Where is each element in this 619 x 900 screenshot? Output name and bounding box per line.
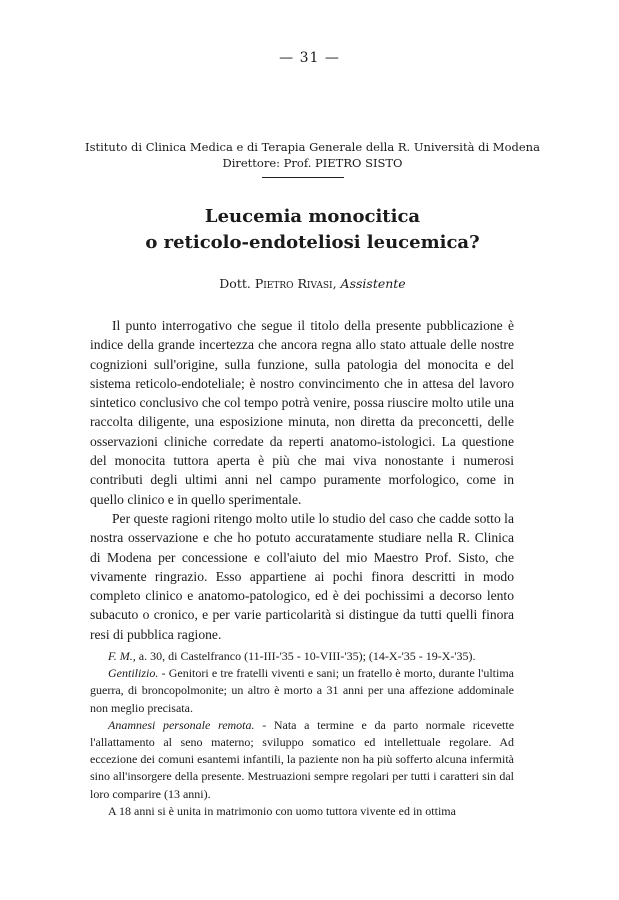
director-line: Direttore: Prof. PIETRO SISTO bbox=[222, 156, 403, 170]
case-family-history bbox=[90, 665, 514, 717]
family-label: Gentilizio. bbox=[108, 666, 159, 681]
author-name: Pietro Rivasi, bbox=[254, 276, 337, 291]
family-text: - Genitori e tre fratelli viventi e sani; un fratello è morto, durante l'ultima guerra, di broncopolmonite; un altro è morto a 31 anni per una affezione addominale non meglio precisata. bbox=[90, 666, 514, 715]
body-paragraph-2: Per queste ragioni ritengo molto utile lo studio del caso che cadde sotto la nostra osservazione e che ho potuto accuratamente studiare nella R. Clinica di Modena per concessione e coll'aiuto del mio Maestro Prof. Sisto, che vivamente ringrazio. Esso appartiene ai pochi finora descritti in modo completo clinico e anatomo-patologico, ed è dei pochissimi a decorso lento subacuto o cronico, e per varie particolarità si distingue da tutti quelli finora resi di pubblica ragione. bbox=[90, 510, 514, 642]
author-line bbox=[75, 276, 550, 291]
body-paragraph-1: Il punto interrogativo che segue il titolo della presente pubblicazione è indice della grande incertezza che ancora regna allo stato attuale delle nostre cognizioni sull'origine, sulla funzione, sulla patologia del monocita e del sistema reticolo-endoteliale; è nostro convincimento che in attesa del lavoro sintetico conclusivo che col tempo potrà venire, possa riuscire molto utile una raccolta diligente, una esposizione minuta, non diretta da preconcetti, delle osservazioni cliniche corredate da reperti anatomo-istologici. La questione del monocita tuttora aperta è più che mai viva nonostante i numerosi contributi degli ultimi anni nel campo puramente morfologico, come in quello clinico e in quello sperimentale. bbox=[90, 318, 514, 507]
title-line-2: o reticolo-endoteliosi leucemica? bbox=[145, 232, 480, 253]
remote-text: - Nata a termine e da parto normale ricevette l'allattamento al seno materno; sviluppo somatico ed intellettuale regolare. Ad eccezione dei comuni esantemi infantili, la paziente non ha più sofferto alcuna infermità sino all'insorgere della presente. Mestruazioni sempre regolari per tutti i caratteri sin dal loro comparire (13 anni). bbox=[90, 717, 515, 801]
article-body bbox=[90, 316, 514, 644]
patient-text: a. 30, di Castelfranco (11-III-'35 - 10-VIII-'35); (14-X-'35 - 19-X-'35). bbox=[138, 649, 476, 663]
page-number: — 31 — bbox=[279, 50, 340, 66]
institute-header bbox=[75, 139, 550, 171]
case-remote-history bbox=[90, 717, 514, 803]
case-marriage: A 18 anni si è unita in matrimonio con uomo tuttora vivente ed in ottima bbox=[108, 803, 456, 818]
case-patient bbox=[90, 648, 514, 665]
author-prefix: Dott. bbox=[219, 276, 251, 291]
case-report bbox=[90, 648, 514, 820]
remote-label: Anamnesi personale remota. bbox=[108, 717, 255, 732]
header-divider bbox=[262, 177, 344, 178]
article-title bbox=[75, 204, 550, 256]
institute-line: Istituto di Clinica Medica e di Terapia Generale della R. Università di Modena bbox=[85, 140, 540, 154]
patient-label: F. M., bbox=[108, 649, 136, 663]
title-line-1: Leucemia monocitica bbox=[204, 206, 421, 227]
author-role: Assistente bbox=[340, 276, 406, 291]
